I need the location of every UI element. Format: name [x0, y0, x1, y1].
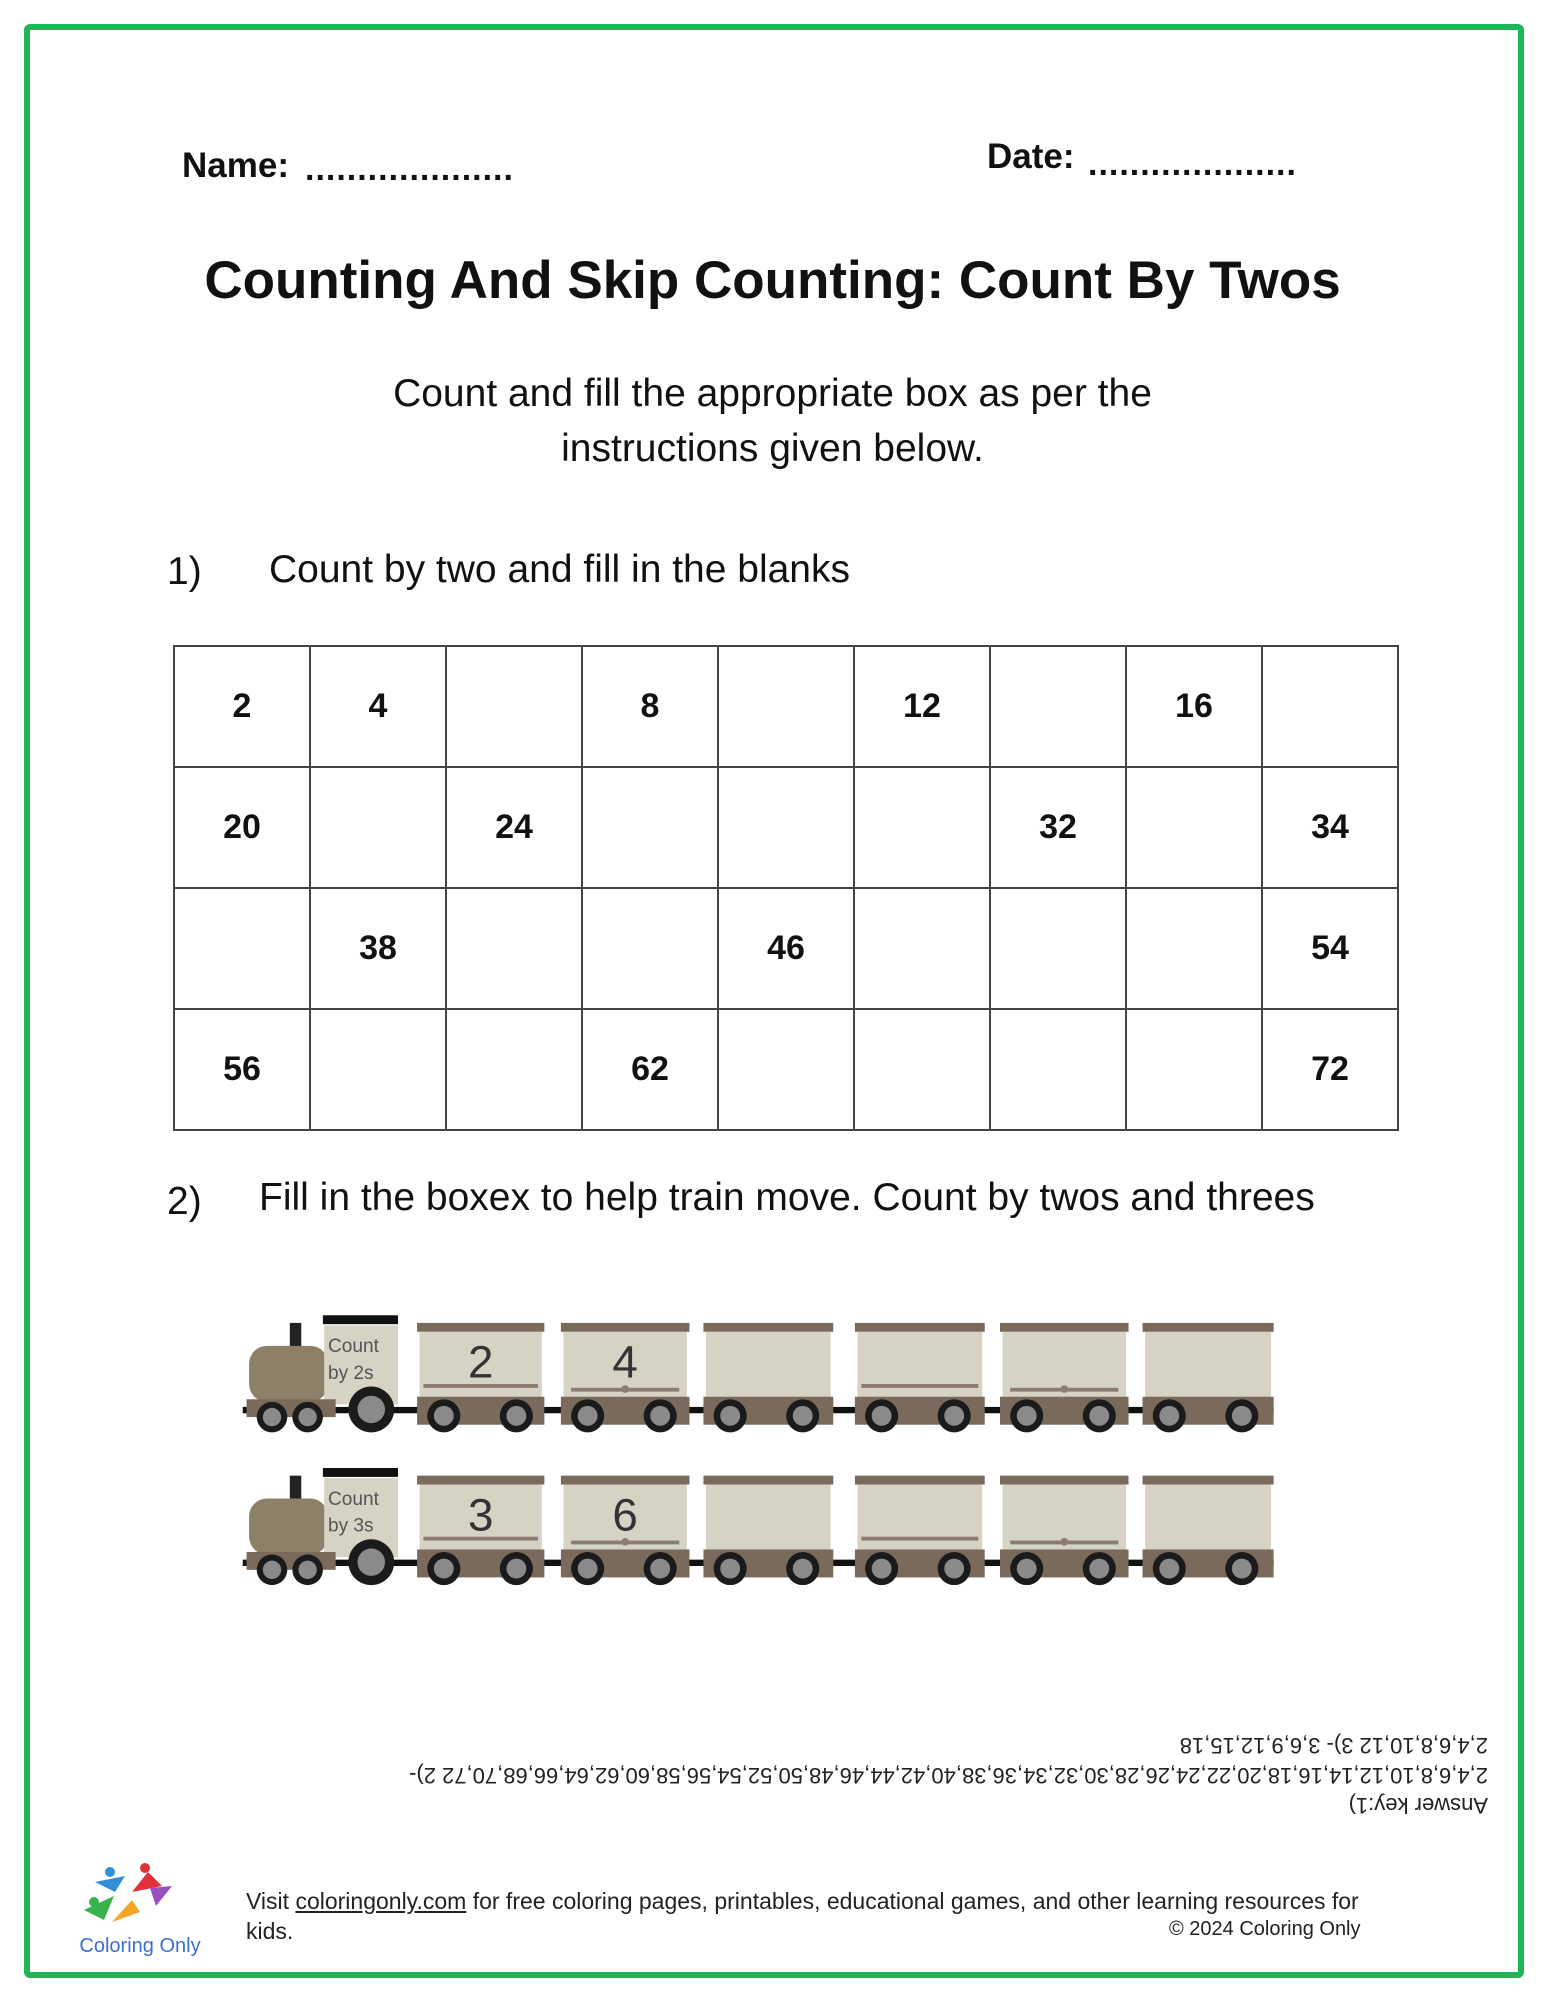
grid-cell: 46 — [718, 888, 854, 1009]
train-car-number: 4 — [612, 1336, 638, 1388]
footer-visit: Visit — [246, 1888, 296, 1914]
train-car-roof — [1000, 1323, 1129, 1332]
engine-boiler — [249, 1499, 328, 1555]
train-car — [857, 1332, 982, 1398]
instruction-line-2: instructions given below. — [561, 427, 984, 470]
car-underline — [861, 1537, 978, 1541]
grid-cell: 2 — [174, 646, 310, 767]
grid-blank-cell[interactable] — [174, 888, 310, 1009]
wheel-hub — [1159, 1559, 1179, 1579]
wheel-hub — [434, 1559, 454, 1579]
grid-blank-cell[interactable] — [1126, 767, 1262, 888]
grid-cell: 38 — [310, 888, 446, 1009]
train-car-number: 6 — [612, 1489, 638, 1541]
wheel-hub — [298, 1561, 316, 1579]
train-car-number: 2 — [467, 1336, 494, 1388]
grid-blank-cell[interactable] — [1126, 888, 1262, 1009]
footer-rest: for free coloring pages, printables, educational games, and other learning resources for — [466, 1888, 1359, 1914]
answer-key-line-2: 2,4,6,8,10,12,14,16,18,20,22,24,26,28,30,32,34,36,38,40,42,44,46,48,50,52,54,56,58,60,62,64,66,68,70,72 2)- — [409, 1763, 1488, 1788]
grid-blank-cell[interactable] — [446, 646, 582, 767]
wheel-hub — [358, 1548, 385, 1575]
wheel-hub — [1089, 1559, 1109, 1579]
grid-cell: 24 — [446, 767, 582, 888]
wheel-hub — [944, 1406, 964, 1426]
wheel-hub — [650, 1559, 670, 1579]
train-car-number: 3 — [467, 1489, 494, 1541]
grid-blank-cell[interactable] — [1126, 1009, 1262, 1130]
train-car-roof — [855, 1323, 985, 1332]
train-car-roof — [703, 1323, 833, 1332]
wheel-hub — [434, 1406, 454, 1426]
train-car — [857, 1485, 982, 1551]
train-car-roof — [703, 1476, 833, 1485]
wheel-hub — [720, 1406, 740, 1426]
grid-blank-cell[interactable] — [990, 888, 1126, 1009]
train-car — [1145, 1485, 1271, 1551]
wheel-hub — [578, 1559, 598, 1579]
grid-blank-cell[interactable] — [446, 888, 582, 1009]
date-label: Date: — [987, 137, 1075, 176]
grid-cell: 72 — [1262, 1009, 1398, 1130]
grid-cell: 62 — [582, 1009, 718, 1130]
grid-row — [174, 767, 1398, 888]
train-car-roof — [417, 1476, 544, 1485]
grid-blank-cell[interactable] — [582, 767, 718, 888]
train-car-roof — [561, 1476, 690, 1485]
question-2-number: 2) — [167, 1180, 202, 1223]
wheel-hub — [263, 1561, 281, 1579]
grid-blank-cell[interactable] — [990, 1009, 1126, 1130]
wheel-hub — [1159, 1406, 1179, 1426]
train-car-roof — [561, 1323, 690, 1332]
trains-illustration — [236, 1300, 1274, 1650]
grid-cell: 12 — [854, 646, 990, 767]
grid-blank-cell[interactable] — [718, 1009, 854, 1130]
instruction-line-1: Count and fill the appropriate box as per the — [393, 372, 1152, 415]
grid-row — [174, 646, 1398, 767]
train-label-line-1: Count — [328, 1336, 379, 1358]
train-car-roof — [417, 1323, 544, 1332]
grid-blank-cell[interactable] — [310, 1009, 446, 1130]
answer-key-line-1: Answer key:1) — [1348, 1793, 1488, 1818]
date-field[interactable]: .................... — [1088, 145, 1297, 183]
engine-roof — [323, 1315, 398, 1324]
copyright: © 2024 Coloring Only — [1169, 1918, 1361, 1940]
answer-key-line-3: 2,4,6,8,10,12 3)- 3,6,9,12,15,18 — [1179, 1733, 1488, 1758]
wheel-hub — [1017, 1559, 1037, 1579]
footer-text-line-2: kids. — [246, 1918, 294, 1944]
grid-cell: 20 — [174, 767, 310, 888]
answer-key — [238, 1730, 1488, 1820]
question-1-text: Count by two and fill in the blanks — [269, 548, 851, 591]
train-car — [706, 1485, 831, 1551]
grid-cell: 54 — [1262, 888, 1398, 1009]
name-field[interactable]: .................... — [305, 150, 514, 188]
grid-blank-cell[interactable] — [1262, 646, 1398, 767]
wheel-hub — [1232, 1559, 1252, 1579]
grid-blank-cell[interactable] — [718, 767, 854, 888]
wheel-hub — [793, 1406, 813, 1426]
coloringonly-link[interactable]: coloringonly.com — [295, 1888, 467, 1914]
count-by-two-grid — [173, 645, 1399, 1131]
train-car-roof — [1143, 1323, 1274, 1332]
wheel-hub — [1017, 1406, 1037, 1426]
wheel-hub — [1232, 1406, 1252, 1426]
coloring-only-logo — [70, 1862, 210, 1958]
train-label-line-2: by 2s — [328, 1362, 374, 1384]
engine-boiler — [249, 1346, 328, 1402]
grid-blank-cell[interactable] — [854, 888, 990, 1009]
grid-blank-cell[interactable] — [582, 888, 718, 1009]
train-car — [706, 1332, 831, 1398]
train-label-line-1: Count — [328, 1488, 379, 1510]
grid-blank-cell[interactable] — [854, 1009, 990, 1130]
wheel-hub — [872, 1406, 892, 1426]
wheel-hub — [944, 1559, 964, 1579]
wheel-hub — [793, 1559, 813, 1579]
question-2-text: Fill in the boxex to help train move. Count by twos and threes — [259, 1176, 1315, 1219]
grid-blank-cell[interactable] — [310, 767, 446, 888]
wheel-hub — [872, 1559, 892, 1579]
wheel-hub — [358, 1396, 385, 1423]
grid-row — [174, 888, 1398, 1009]
wheel-hub — [1089, 1406, 1109, 1426]
name-label: Name: — [182, 146, 289, 185]
train-car — [1145, 1332, 1271, 1398]
car-dot — [1060, 1385, 1068, 1393]
wheel-hub — [506, 1559, 526, 1579]
car-underline — [861, 1384, 978, 1388]
wheel-hub — [578, 1406, 598, 1426]
wheel-hub — [650, 1406, 670, 1426]
grid-cell: 4 — [310, 646, 446, 767]
car-dot — [1060, 1538, 1068, 1546]
grid-row — [174, 1009, 1398, 1130]
grid-blank-cell[interactable] — [854, 767, 990, 888]
wheel-hub — [506, 1406, 526, 1426]
train-car-roof — [855, 1476, 985, 1485]
grid-cell: 16 — [1126, 646, 1262, 767]
wheel-hub — [298, 1408, 316, 1426]
train-label-line-2: by 3s — [328, 1515, 374, 1537]
logo-text: Coloring Only — [79, 1935, 201, 1957]
grid-cell: 56 — [174, 1009, 310, 1130]
grid-cell: 34 — [1262, 767, 1398, 888]
footer-text — [246, 1888, 1359, 1915]
train-car-roof — [1143, 1476, 1274, 1485]
question-1-number: 1) — [167, 550, 202, 593]
grid-cell: 32 — [990, 767, 1126, 888]
train-car-roof — [1000, 1476, 1129, 1485]
grid-blank-cell[interactable] — [718, 646, 854, 767]
grid-blank-cell[interactable] — [990, 646, 1126, 767]
grid-cell: 8 — [582, 646, 718, 767]
wheel-hub — [263, 1408, 281, 1426]
wheel-hub — [720, 1559, 740, 1579]
grid-blank-cell[interactable] — [446, 1009, 582, 1130]
engine-roof — [323, 1468, 398, 1477]
page-title: Counting And Skip Counting: Count By Twos — [204, 251, 1341, 310]
